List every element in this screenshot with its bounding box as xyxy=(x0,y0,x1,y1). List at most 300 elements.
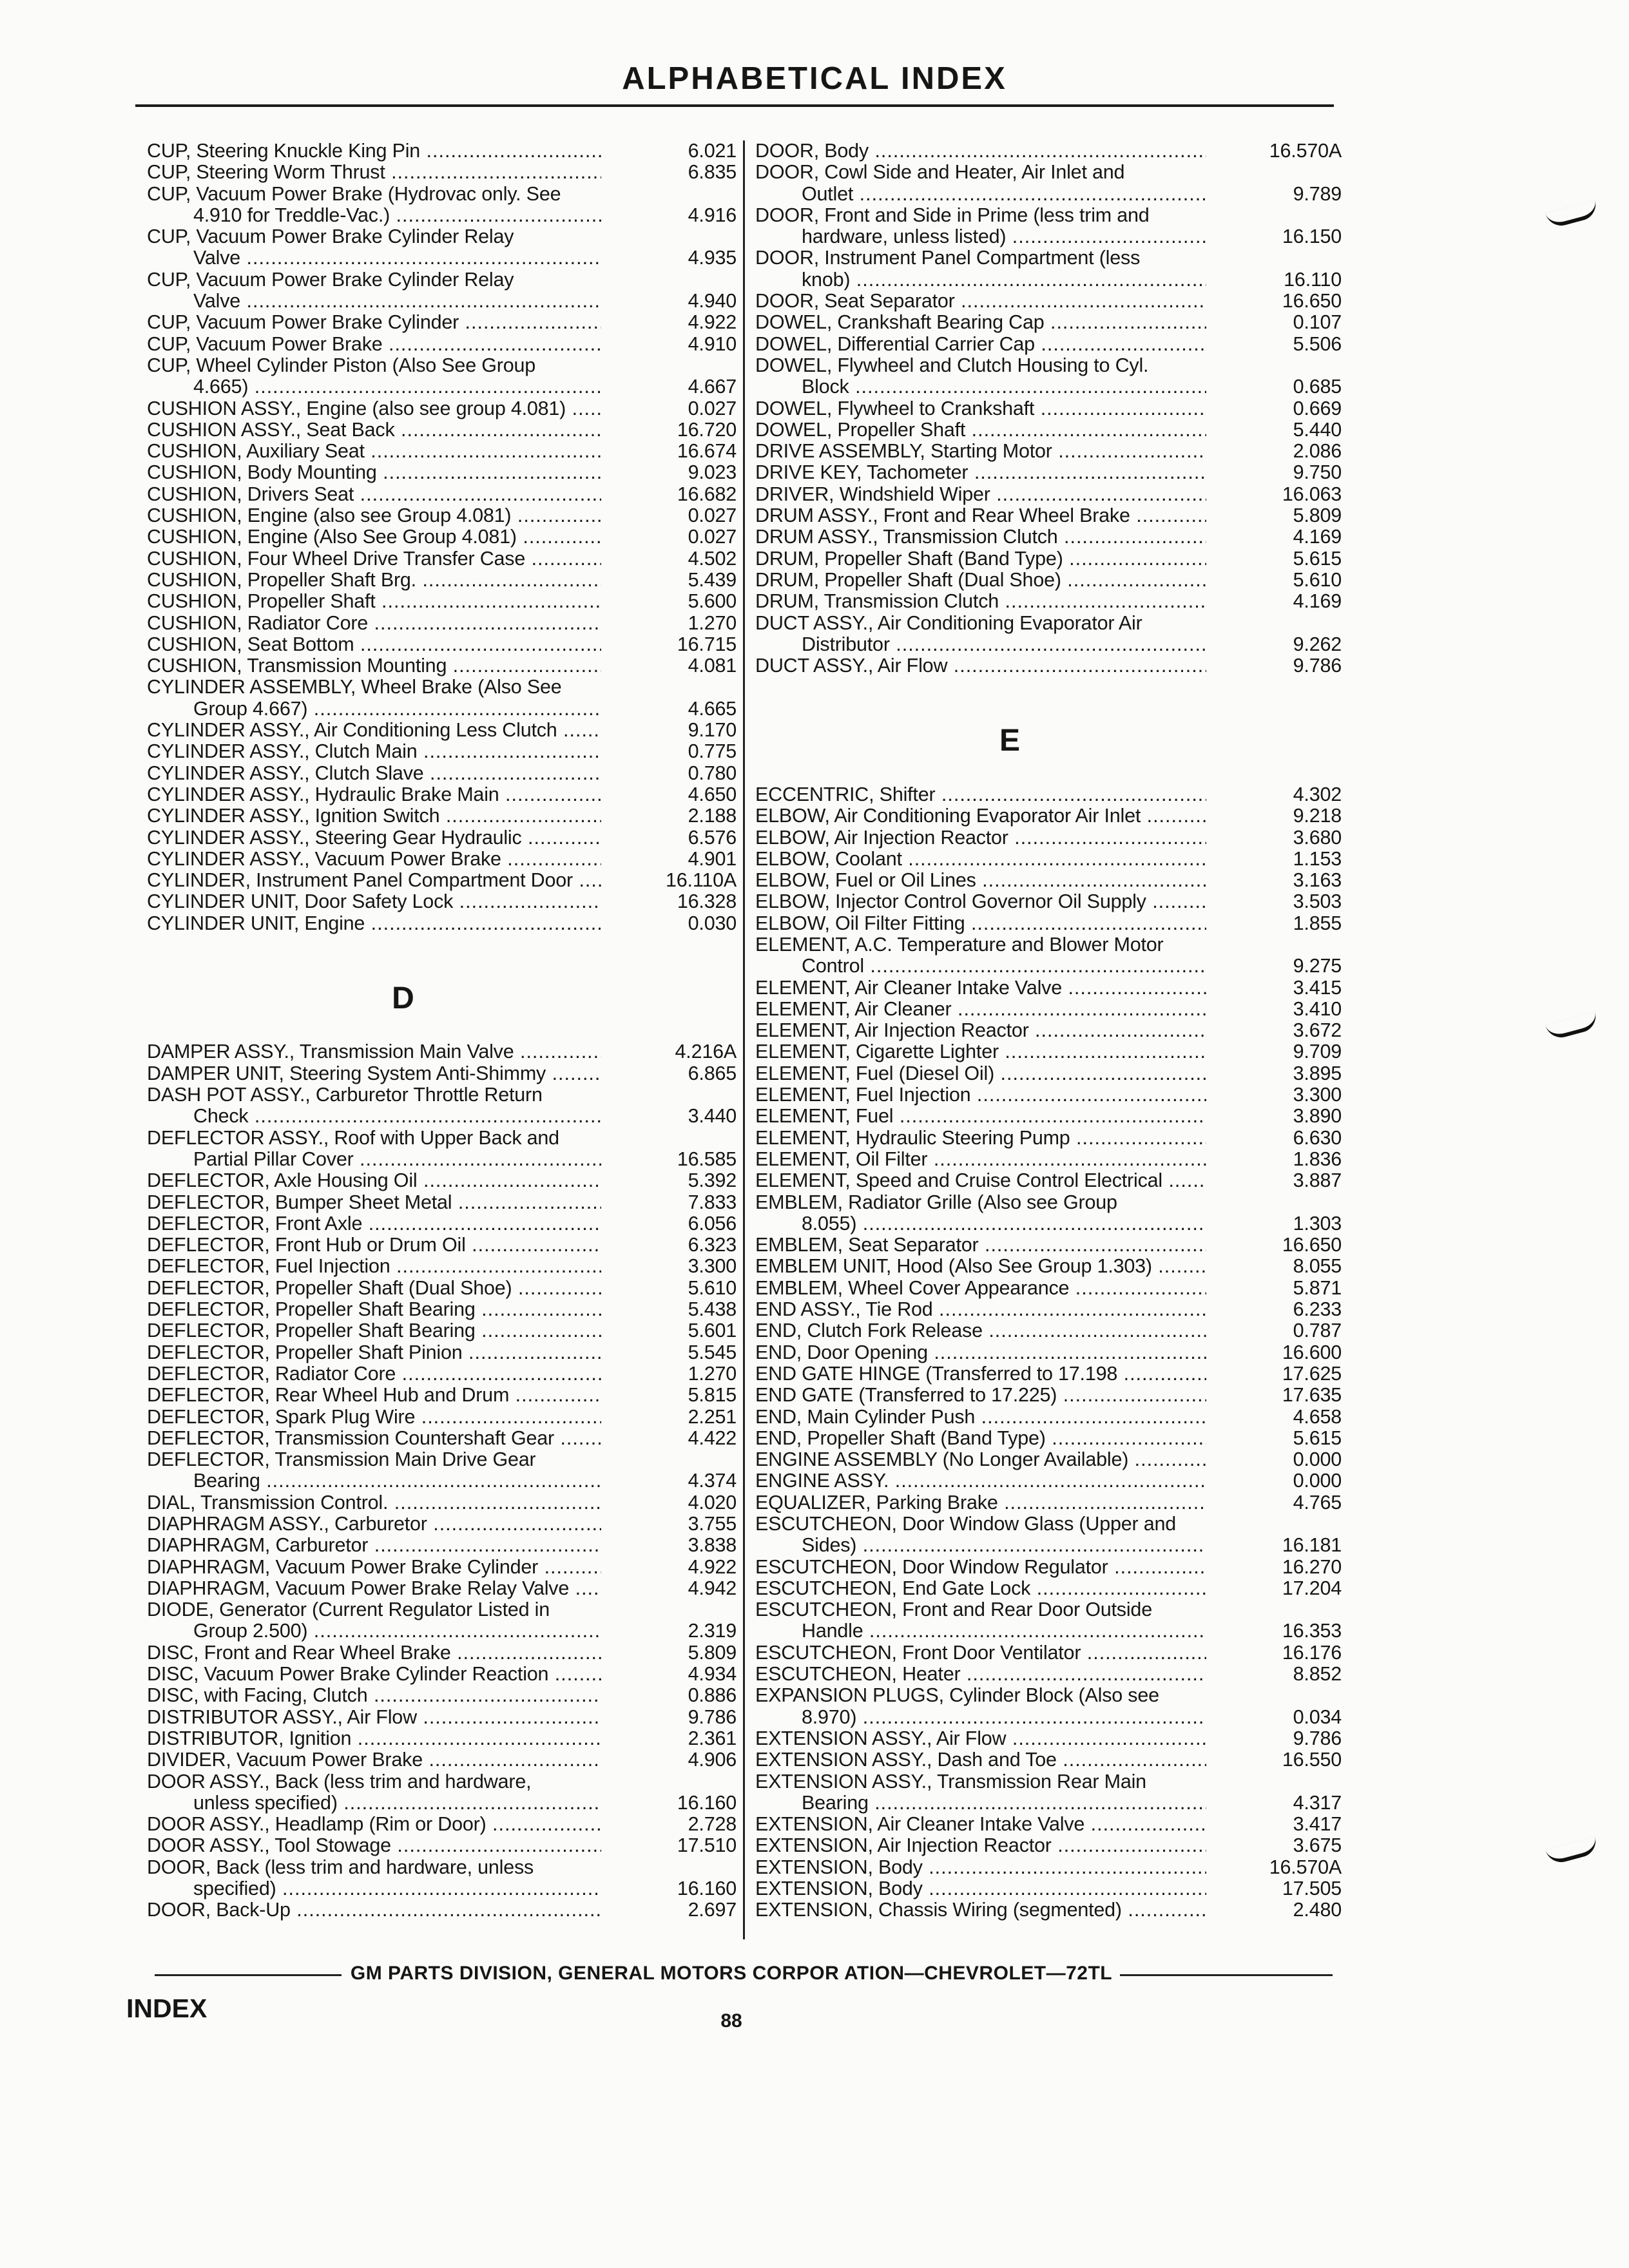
section-letter: D xyxy=(392,981,414,1015)
entry-description: ELEMENT, Fuel Injection ..... xyxy=(755,1084,1206,1106)
entry-description: CYLINDER UNIT, Door Safety Lock ..... xyxy=(147,891,601,912)
index-entry xyxy=(147,763,737,784)
entry-group-number: 5.600 xyxy=(688,590,737,613)
entry-group-number: 9.218 xyxy=(1293,805,1342,827)
index-entry xyxy=(755,419,1342,441)
entry-description: DOOR, Back (less trim and hardware, unless xyxy=(147,1856,534,1878)
index-entry-continuation xyxy=(147,376,737,398)
entry-description: END GATE HINGE (Transferred to 17.198 ..... xyxy=(755,1363,1206,1385)
entry-description: DISC, Vacuum Power Brake Cylinder Reaction ..... xyxy=(147,1664,601,1685)
index-entry xyxy=(755,334,1342,355)
entry-group-number: 0.886 xyxy=(688,1684,737,1707)
entry-description: DEFLECTOR, Bumper Sheet Metal ..... xyxy=(147,1192,601,1213)
index-entry xyxy=(755,1170,1342,1191)
entry-description: DISTRIBUTOR ASSY., Air Flow ..... xyxy=(147,1707,601,1728)
entry-group-number: 9.275 xyxy=(1293,955,1342,977)
entry-description: ENGINE ASSY. ..... xyxy=(755,1470,1206,1492)
index-column-2 xyxy=(755,140,1342,1921)
index-entry-continuation xyxy=(755,1535,1342,1556)
index-entry xyxy=(755,1149,1342,1170)
entry-description: ELBOW, Fuel or Oil Lines ..... xyxy=(755,870,1206,891)
index-entry-continuation xyxy=(755,1707,1342,1728)
entry-description: CUP, Steering Worm Thrust ..... xyxy=(147,162,601,183)
entry-group-number: 2.251 xyxy=(688,1405,737,1428)
entry-description: END ASSY., Tie Rod ..... xyxy=(755,1299,1206,1320)
entry-group-number: 4.934 xyxy=(688,1663,737,1686)
entry-group-number: 3.300 xyxy=(688,1255,737,1278)
index-entry-continuation xyxy=(147,1149,737,1170)
binder-hole-mark-icon xyxy=(1545,1836,1599,1866)
entry-description: DOOR ASSY., Back (less trim and hardware, xyxy=(147,1771,532,1792)
entry-group-number: 16.353 xyxy=(1282,1620,1342,1642)
index-entry xyxy=(147,1899,737,1921)
entry-description: DOWEL, Crankshaft Bearing Cap ..... xyxy=(755,312,1206,333)
entry-description: CYLINDER ASSY., Air Conditioning Less Clutch ..... xyxy=(147,720,601,741)
entry-description: CYLINDER ASSY., Steering Gear Hydraulic ..... xyxy=(147,827,601,849)
entry-description: DEFLECTOR, Rear Wheel Hub and Drum ..... xyxy=(147,1385,601,1406)
index-entry xyxy=(147,1320,737,1341)
entry-group-number: 4.935 xyxy=(688,247,737,269)
index-entry xyxy=(755,1192,1342,1213)
entry-description: ELEMENT, Fuel ..... xyxy=(755,1106,1206,1127)
entry-group-number: 1.270 xyxy=(688,1362,737,1385)
index-entry xyxy=(755,870,1342,891)
entry-description: END, Main Cylinder Push ..... xyxy=(755,1407,1206,1428)
entry-description: ELBOW, Air Conditioning Evaporator Air Inlet ..... xyxy=(755,805,1206,827)
entry-description: DRUM ASSY., Transmission Clutch ..... xyxy=(755,526,1206,548)
index-entry xyxy=(755,291,1342,312)
entry-description: CYLINDER ASSY., Clutch Slave ..... xyxy=(147,763,601,784)
index-entry xyxy=(755,1771,1342,1792)
entry-group-number: 4.650 xyxy=(688,783,737,805)
footer-rule-left xyxy=(155,1974,342,1976)
index-entry xyxy=(755,548,1342,570)
index-entry xyxy=(147,613,737,634)
index-entry xyxy=(147,1707,737,1728)
entry-description: CUSHION, Four Wheel Drive Transfer Case ..... xyxy=(147,548,601,570)
entry-description: DRUM ASSY., Front and Rear Wheel Brake ..... xyxy=(755,505,1206,526)
entry-description: DUCT ASSY., Air Flow ..... xyxy=(755,655,1206,677)
entry-description: ELEMENT, Hydraulic Steering Pump ..... xyxy=(755,1128,1206,1149)
entry-description: CUSHION, Body Mounting ..... xyxy=(147,462,601,483)
entry-group-number: 4.922 xyxy=(688,1555,737,1578)
index-entry-continuation xyxy=(755,269,1342,291)
entry-group-number: 16.550 xyxy=(1282,1749,1342,1771)
entry-description: ELBOW, Air Injection Reactor ..... xyxy=(755,827,1206,849)
entry-group-number: 16.110A xyxy=(666,869,737,892)
entry-group-number: 2.361 xyxy=(688,1727,737,1749)
entry-group-number: 16.650 xyxy=(1282,1234,1342,1256)
index-entry xyxy=(147,334,737,355)
entry-group-number: 6.323 xyxy=(688,1234,737,1256)
page-number: 88 xyxy=(720,2010,742,2032)
index-entry xyxy=(147,849,737,870)
entry-group-number: 17.625 xyxy=(1282,1362,1342,1385)
index-entry xyxy=(147,1084,737,1106)
index-entry xyxy=(755,140,1342,162)
index-entry-continuation xyxy=(147,247,737,269)
entry-group-number: 3.300 xyxy=(1293,1084,1342,1106)
entry-description: ESCUTCHEON, Heater ..... xyxy=(755,1664,1206,1685)
entry-description: unless specified) ..... xyxy=(193,1792,601,1814)
index-entry-continuation xyxy=(755,634,1342,655)
entry-description: EMBLEM, Wheel Cover Appearance ..... xyxy=(755,1278,1206,1299)
entry-description: CUP, Vacuum Power Brake Cylinder ..... xyxy=(147,312,601,333)
entry-description: ELBOW, Oil Filter Fitting ..... xyxy=(755,913,1206,934)
entry-description: END, Clutch Fork Release ..... xyxy=(755,1320,1206,1341)
footer-rule-right xyxy=(1120,1974,1333,1976)
index-entry xyxy=(755,1278,1342,1299)
entry-description: DISC, with Facing, Clutch ..... xyxy=(147,1685,601,1706)
index-entry xyxy=(755,1470,1342,1492)
index-entry xyxy=(147,1749,737,1771)
index-entry xyxy=(147,355,737,376)
entry-description: DEFLECTOR ASSY., Roof with Upper Back and xyxy=(147,1127,559,1149)
entry-description: CYLINDER ASSY., Vacuum Power Brake ..... xyxy=(147,849,601,870)
entry-description: ELBOW, Coolant ..... xyxy=(755,849,1206,870)
entry-group-number: 1.855 xyxy=(1293,912,1342,934)
entry-description: CYLINDER, Instrument Panel Compartment Door ..... xyxy=(147,870,601,891)
entry-group-number: 2.480 xyxy=(1293,1899,1342,1921)
index-entry xyxy=(755,613,1342,634)
entry-group-number: 5.438 xyxy=(688,1298,737,1321)
index-entry xyxy=(147,441,737,462)
index-entry xyxy=(755,1363,1342,1385)
entry-group-number: 6.056 xyxy=(688,1212,737,1235)
entry-group-number: 3.440 xyxy=(688,1105,737,1128)
index-entry xyxy=(755,827,1342,849)
entry-description: DIAPHRAGM, Vacuum Power Brake Relay Valve ..... xyxy=(147,1578,601,1599)
entry-description: DRUM, Transmission Clutch ..... xyxy=(755,591,1206,612)
index-entry xyxy=(147,1213,737,1235)
index-entry xyxy=(147,1385,737,1406)
index-entry xyxy=(147,741,737,762)
entry-description: CUP, Vacuum Power Brake Cylinder Relay xyxy=(147,226,514,248)
index-entry-continuation xyxy=(147,291,737,312)
entry-description: Partial Pillar Cover ..... xyxy=(193,1149,601,1170)
index-entry xyxy=(147,1128,737,1149)
entry-group-number: 0.775 xyxy=(688,740,737,763)
entry-description: ELEMENT, Fuel (Diesel Oil) ..... xyxy=(755,1063,1206,1084)
index-entry xyxy=(147,1063,737,1084)
index-entry xyxy=(147,1278,737,1299)
entry-group-number: 6.233 xyxy=(1293,1298,1342,1321)
index-entry xyxy=(755,1599,1342,1620)
entry-description: CUP, Steering Knuckle King Pin ..... xyxy=(147,140,601,162)
entry-group-number: 4.169 xyxy=(1293,526,1342,548)
index-entry xyxy=(147,1642,737,1664)
index-entry xyxy=(147,805,737,827)
entry-description: Distributor ..... xyxy=(802,634,1206,655)
entry-description: hardware, unless listed) ..... xyxy=(802,226,1206,247)
index-entry xyxy=(147,184,737,205)
entry-group-number: 5.506 xyxy=(1293,332,1342,355)
entry-group-number: 3.675 xyxy=(1293,1834,1342,1857)
entry-group-number: 5.392 xyxy=(688,1169,737,1192)
index-entry xyxy=(147,634,737,655)
entry-description: DOWEL, Propeller Shaft ..... xyxy=(755,419,1206,441)
entry-group-number: 2.697 xyxy=(688,1899,737,1921)
entry-group-number: 2.188 xyxy=(688,805,737,827)
entry-description: DOOR, Body ..... xyxy=(755,140,1206,162)
entry-group-number: 0.027 xyxy=(688,505,737,527)
entry-description: ESCUTCHEON, Front and Rear Door Outside xyxy=(755,1599,1152,1621)
entry-description: DISTRIBUTOR, Ignition ..... xyxy=(147,1728,601,1749)
index-entry xyxy=(755,1084,1342,1106)
entry-description: DEFLECTOR, Transmission Main Drive Gear xyxy=(147,1449,536,1471)
entry-description: DIODE, Generator (Current Regulator Listed in xyxy=(147,1599,550,1621)
entry-description: ESCUTCHEON, Front Door Ventilator ..... xyxy=(755,1642,1206,1664)
entry-group-number: 8.852 xyxy=(1293,1663,1342,1686)
index-entry xyxy=(755,655,1342,677)
index-entry xyxy=(147,655,737,677)
entry-group-number: 4.081 xyxy=(688,655,737,677)
entry-description: 4.910 for Treddle-Vac.) ..... xyxy=(193,205,601,226)
index-entry xyxy=(147,1728,737,1749)
entry-group-number: 1.303 xyxy=(1293,1212,1342,1235)
entry-description: DIVIDER, Vacuum Power Brake ..... xyxy=(147,1749,601,1771)
spacer xyxy=(755,763,1342,784)
index-entry xyxy=(147,1235,737,1256)
entry-group-number: 5.815 xyxy=(688,1384,737,1407)
index-entry xyxy=(755,1299,1342,1320)
index-entry-continuation xyxy=(147,1620,737,1642)
index-entry xyxy=(147,870,737,891)
index-entry-continuation xyxy=(147,1470,737,1492)
entry-description: 8.970) ..... xyxy=(802,1707,1206,1728)
index-entry xyxy=(755,1407,1342,1428)
entry-group-number: 16.181 xyxy=(1282,1534,1342,1557)
index-entry-continuation xyxy=(755,184,1342,205)
entry-description: DOOR ASSY., Headlamp (Rim or Door) ..... xyxy=(147,1814,601,1835)
entry-description: DOOR, Seat Separator ..... xyxy=(755,291,1206,312)
entry-description: CUSHION, Propeller Shaft ..... xyxy=(147,591,601,612)
entry-group-number: 6.021 xyxy=(688,140,737,162)
entry-group-number: 16.160 xyxy=(677,1791,737,1814)
entry-description: DEFLECTOR, Front Axle ..... xyxy=(147,1213,601,1235)
index-entry xyxy=(147,1299,737,1320)
entry-description: CYLINDER UNIT, Engine ..... xyxy=(147,913,601,934)
index-entry xyxy=(755,355,1342,376)
entry-group-number: 2.086 xyxy=(1293,440,1342,463)
index-entry xyxy=(755,1578,1342,1599)
index-entry xyxy=(147,1685,737,1706)
index-entry-continuation xyxy=(147,1106,737,1127)
entry-description: DRUM, Propeller Shaft (Band Type) ..... xyxy=(755,548,1206,570)
index-entry xyxy=(755,591,1342,612)
index-entry xyxy=(147,548,737,570)
entry-description: DRIVE ASSEMBLY, Starting Motor ..... xyxy=(755,441,1206,462)
entry-group-number: 6.835 xyxy=(688,161,737,184)
entry-group-number: 4.765 xyxy=(1293,1491,1342,1514)
entry-description: DASH POT ASSY., Carburetor Throttle Return xyxy=(147,1084,543,1106)
index-entry xyxy=(147,1407,737,1428)
entry-group-number: 4.942 xyxy=(688,1577,737,1599)
entry-group-number: 17.204 xyxy=(1282,1577,1342,1599)
index-entry xyxy=(755,1492,1342,1514)
index-entry xyxy=(755,526,1342,548)
entry-description: CUSHION, Engine (Also See Group 4.081) ..... xyxy=(147,526,601,548)
entry-description: Control ..... xyxy=(802,956,1206,977)
index-entry xyxy=(755,1063,1342,1084)
index-entry xyxy=(755,977,1342,999)
entry-description: 8.055) ..... xyxy=(802,1213,1206,1235)
index-entry-continuation xyxy=(755,376,1342,398)
entry-group-number: 0.787 xyxy=(1293,1320,1342,1342)
index-entry xyxy=(755,784,1342,805)
entry-description: ELEMENT, Air Injection Reactor ..... xyxy=(755,1020,1206,1041)
index-entry xyxy=(755,913,1342,934)
entry-group-number: 6.576 xyxy=(688,826,737,849)
spacer xyxy=(147,1020,737,1041)
entry-group-number: 5.871 xyxy=(1293,1276,1342,1299)
entry-description: END, Propeller Shaft (Band Type) ..... xyxy=(755,1428,1206,1449)
entry-group-number: 7.833 xyxy=(688,1191,737,1213)
index-entry xyxy=(755,205,1342,226)
index-entry xyxy=(755,1685,1342,1706)
index-entry xyxy=(755,162,1342,183)
index-entry xyxy=(755,1557,1342,1578)
entry-group-number: 16.150 xyxy=(1282,226,1342,248)
index-entry xyxy=(755,484,1342,505)
entry-group-number: 9.023 xyxy=(688,461,737,484)
entry-description: DIAL, Transmission Control. ..... xyxy=(147,1492,601,1514)
index-entry xyxy=(147,677,737,698)
section-letter: E xyxy=(999,724,1020,758)
binder-hole-mark-icon xyxy=(1545,200,1599,229)
entry-group-number: 4.302 xyxy=(1293,783,1342,805)
entry-description: CUSHION, Seat Bottom ..... xyxy=(147,634,601,655)
index-entry xyxy=(147,1771,737,1792)
entry-description: CUSHION, Drivers Seat ..... xyxy=(147,484,601,505)
index-entry-continuation xyxy=(147,205,737,226)
entry-description: EMBLEM, Seat Separator ..... xyxy=(755,1235,1206,1256)
entry-description: DRUM, Propeller Shaft (Dual Shoe) ..... xyxy=(755,570,1206,591)
entry-group-number: 4.940 xyxy=(688,290,737,312)
entry-description: DIAPHRAGM ASSY., Carburetor ..... xyxy=(147,1514,601,1535)
index-entry xyxy=(147,1857,737,1878)
index-entry xyxy=(755,1235,1342,1256)
entry-description: DAMPER UNIT, Steering System Anti-Shimmy ..... xyxy=(147,1063,601,1084)
entry-group-number: 16.570A xyxy=(1269,140,1342,162)
entry-description: END GATE (Transferred to 17.225) ..... xyxy=(755,1385,1206,1406)
entry-group-number: 9.786 xyxy=(1293,655,1342,677)
index-entry xyxy=(147,1041,737,1062)
entry-description: EXPANSION PLUGS, Cylinder Block (Also see xyxy=(755,1685,1159,1707)
entry-description: CUSHION, Engine (also see Group 4.081) ..... xyxy=(147,505,601,526)
index-entry xyxy=(755,1835,1342,1856)
index-entry xyxy=(755,505,1342,526)
index-entry xyxy=(755,891,1342,912)
entry-description: EXTENSION, Body ..... xyxy=(755,1857,1206,1878)
entry-group-number: 4.665 xyxy=(688,697,737,720)
entry-group-number: 3.417 xyxy=(1293,1813,1342,1836)
entry-description: DAMPER ASSY., Transmission Main Valve ..... xyxy=(147,1041,601,1062)
binder-hole-mark-icon xyxy=(1545,1012,1599,1041)
entry-description: DOOR, Front and Side in Prime (less trim and xyxy=(755,204,1150,226)
entry-description: ELEMENT, Air Cleaner Intake Valve ..... xyxy=(755,977,1206,999)
entry-group-number: 1.153 xyxy=(1293,847,1342,870)
entry-description: ELEMENT, Air Cleaner ..... xyxy=(755,999,1206,1020)
entry-group-number: 16.720 xyxy=(677,418,737,441)
entry-group-number: 16.570A xyxy=(1269,1856,1342,1878)
index-entry xyxy=(147,1599,737,1620)
entry-description: CUSHION ASSY., Seat Back ..... xyxy=(147,419,601,441)
index-entry xyxy=(147,1256,737,1277)
entry-group-number: 3.680 xyxy=(1293,826,1342,849)
entry-description: DOWEL, Flywheel and Clutch Housing to Cyl. xyxy=(755,354,1149,376)
entry-description: CYLINDER ASSY., Clutch Main ..... xyxy=(147,741,601,762)
entry-group-number: 5.601 xyxy=(688,1320,737,1342)
entry-group-number: 9.750 xyxy=(1293,461,1342,484)
entry-description: DIAPHRAGM, Vacuum Power Brake Cylinder ..... xyxy=(147,1557,601,1578)
entry-description: CUP, Vacuum Power Brake (Hydrovac only. See xyxy=(147,183,561,205)
entry-group-number: 9.262 xyxy=(1293,633,1342,655)
index-entry xyxy=(147,398,737,419)
index-entry xyxy=(147,419,737,441)
entry-description: DIAPHRAGM, Carburetor ..... xyxy=(147,1535,601,1556)
index-entry xyxy=(755,1728,1342,1749)
index-entry xyxy=(755,441,1342,462)
entry-description: ELBOW, Injector Control Governor Oil Supply ..... xyxy=(755,891,1206,912)
entry-description: DEFLECTOR, Front Hub or Drum Oil ..... xyxy=(147,1235,601,1256)
entry-group-number: 0.000 xyxy=(1293,1470,1342,1492)
entry-description: EMBLEM UNIT, Hood (Also See Group 1.303) ..... xyxy=(755,1256,1206,1277)
index-entry xyxy=(147,1578,737,1599)
entry-group-number: 0.685 xyxy=(1293,376,1342,398)
entry-group-number: 0.780 xyxy=(688,762,737,784)
index-entry xyxy=(755,312,1342,333)
index-entry xyxy=(755,1020,1342,1041)
index-entry xyxy=(147,526,737,548)
entry-description: ELEMENT, Speed and Cruise Control Electrical ..... xyxy=(755,1170,1206,1191)
entry-description: CUSHION, Auxiliary Seat ..... xyxy=(147,441,601,462)
entry-group-number: 3.895 xyxy=(1293,1062,1342,1084)
index-entry xyxy=(755,1106,1342,1127)
entry-group-number: 5.610 xyxy=(1293,568,1342,591)
entry-group-number: 2.728 xyxy=(688,1813,737,1836)
index-entry xyxy=(147,140,737,162)
index-entry xyxy=(755,1814,1342,1835)
entry-description: CUP, Vacuum Power Brake Cylinder Relay xyxy=(147,269,514,291)
entry-group-number: 16.328 xyxy=(677,890,737,913)
entry-description: DEFLECTOR, Radiator Core ..... xyxy=(147,1363,601,1385)
entry-description: DEFLECTOR, Propeller Shaft (Dual Shoe) ..... xyxy=(147,1278,601,1299)
title-rule xyxy=(135,104,1334,107)
entry-description: 4.665) ..... xyxy=(193,376,601,398)
entry-description: Bearing ..... xyxy=(802,1792,1206,1814)
entry-description: CYLINDER ASSEMBLY, Wheel Brake (Also See xyxy=(147,677,562,698)
index-entry-continuation xyxy=(147,1878,737,1899)
entry-description: ELEMENT, Oil Filter ..... xyxy=(755,1149,1206,1170)
index-entry-continuation xyxy=(755,1620,1342,1642)
entry-group-number: 4.216A xyxy=(675,1041,737,1063)
column-divider-left xyxy=(743,140,745,1939)
entry-description: Valve ..... xyxy=(193,247,601,269)
entry-group-number: 4.667 xyxy=(688,376,737,398)
index-entry xyxy=(147,1170,737,1191)
entry-group-number: 6.865 xyxy=(688,1062,737,1084)
entry-group-number: 5.439 xyxy=(688,568,737,591)
index-entry xyxy=(147,1664,737,1685)
entry-description: CYLINDER ASSY., Hydraulic Brake Main ..... xyxy=(147,784,601,805)
entry-group-number: 17.505 xyxy=(1282,1878,1342,1900)
index-entry xyxy=(147,891,737,912)
index-entry xyxy=(755,1878,1342,1899)
entry-description: EXTENSION, Chassis Wiring (segmented) ..... xyxy=(755,1899,1206,1921)
entry-group-number: 4.901 xyxy=(688,847,737,870)
spacer xyxy=(147,934,737,956)
